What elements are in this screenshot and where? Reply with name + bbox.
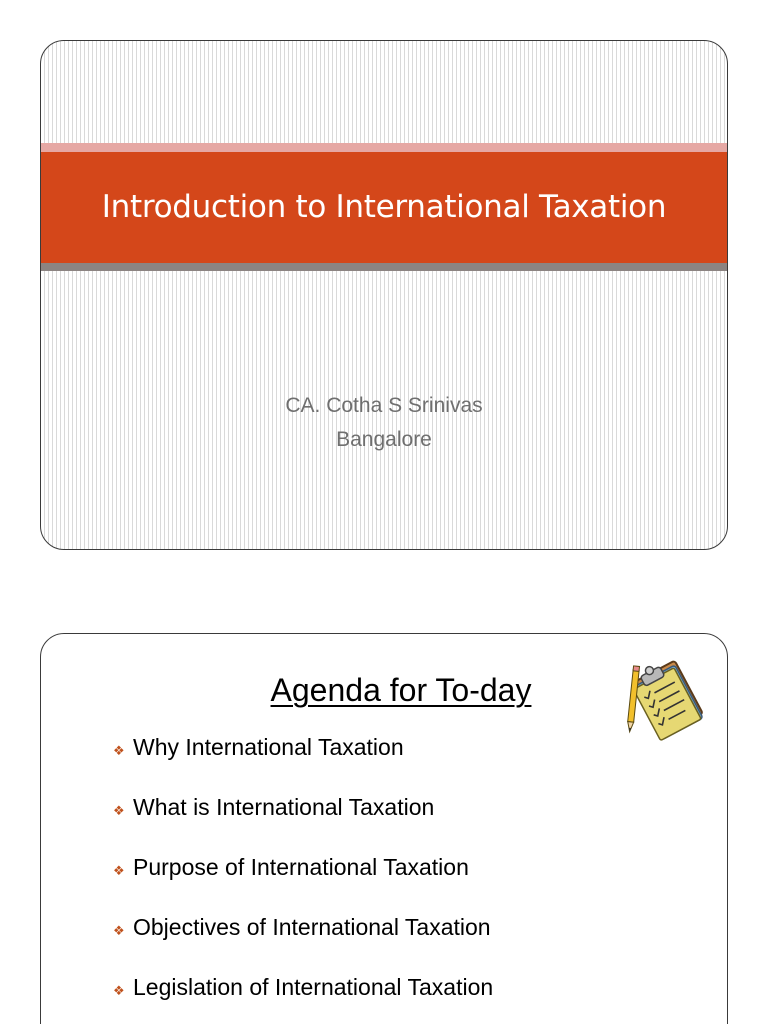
- slide-title: Introduction to International Taxation: [101, 189, 667, 225]
- agenda-slide: [40, 633, 728, 1024]
- title-band-top-stripe: [41, 143, 727, 152]
- clipboard-checklist-icon: [621, 640, 717, 744]
- list-item: [113, 974, 493, 1024]
- title-band-bottom-stripe: [41, 263, 727, 271]
- title-slide: [40, 40, 728, 550]
- agenda-item-text: Why International Taxation: [133, 734, 404, 760]
- diamond-bullet-icon: ❖: [113, 863, 125, 878]
- presenter-location: Bangalore: [336, 428, 432, 451]
- list-item: [113, 914, 493, 974]
- presenter-name: CA. Cotha S Srinivas: [285, 394, 483, 417]
- agenda-item-text: Purpose of International Taxation: [133, 854, 469, 880]
- agenda-heading: Agenda for To-day: [270, 672, 532, 708]
- diamond-bullet-icon: ❖: [113, 803, 125, 818]
- diamond-bullet-icon: ❖: [113, 983, 125, 998]
- presenter-info: [41, 389, 727, 457]
- list-item: [113, 734, 493, 794]
- diamond-bullet-icon: ❖: [113, 743, 125, 758]
- diamond-bullet-icon: ❖: [113, 923, 125, 938]
- agenda-list: [113, 734, 493, 1024]
- list-item: [113, 854, 493, 914]
- agenda-item-text: Objectives of International Taxation: [133, 914, 491, 940]
- list-item: [113, 794, 493, 854]
- agenda-item-text: Legislation of International Taxation: [133, 974, 494, 1000]
- agenda-item-text: What is International Taxation: [133, 794, 435, 820]
